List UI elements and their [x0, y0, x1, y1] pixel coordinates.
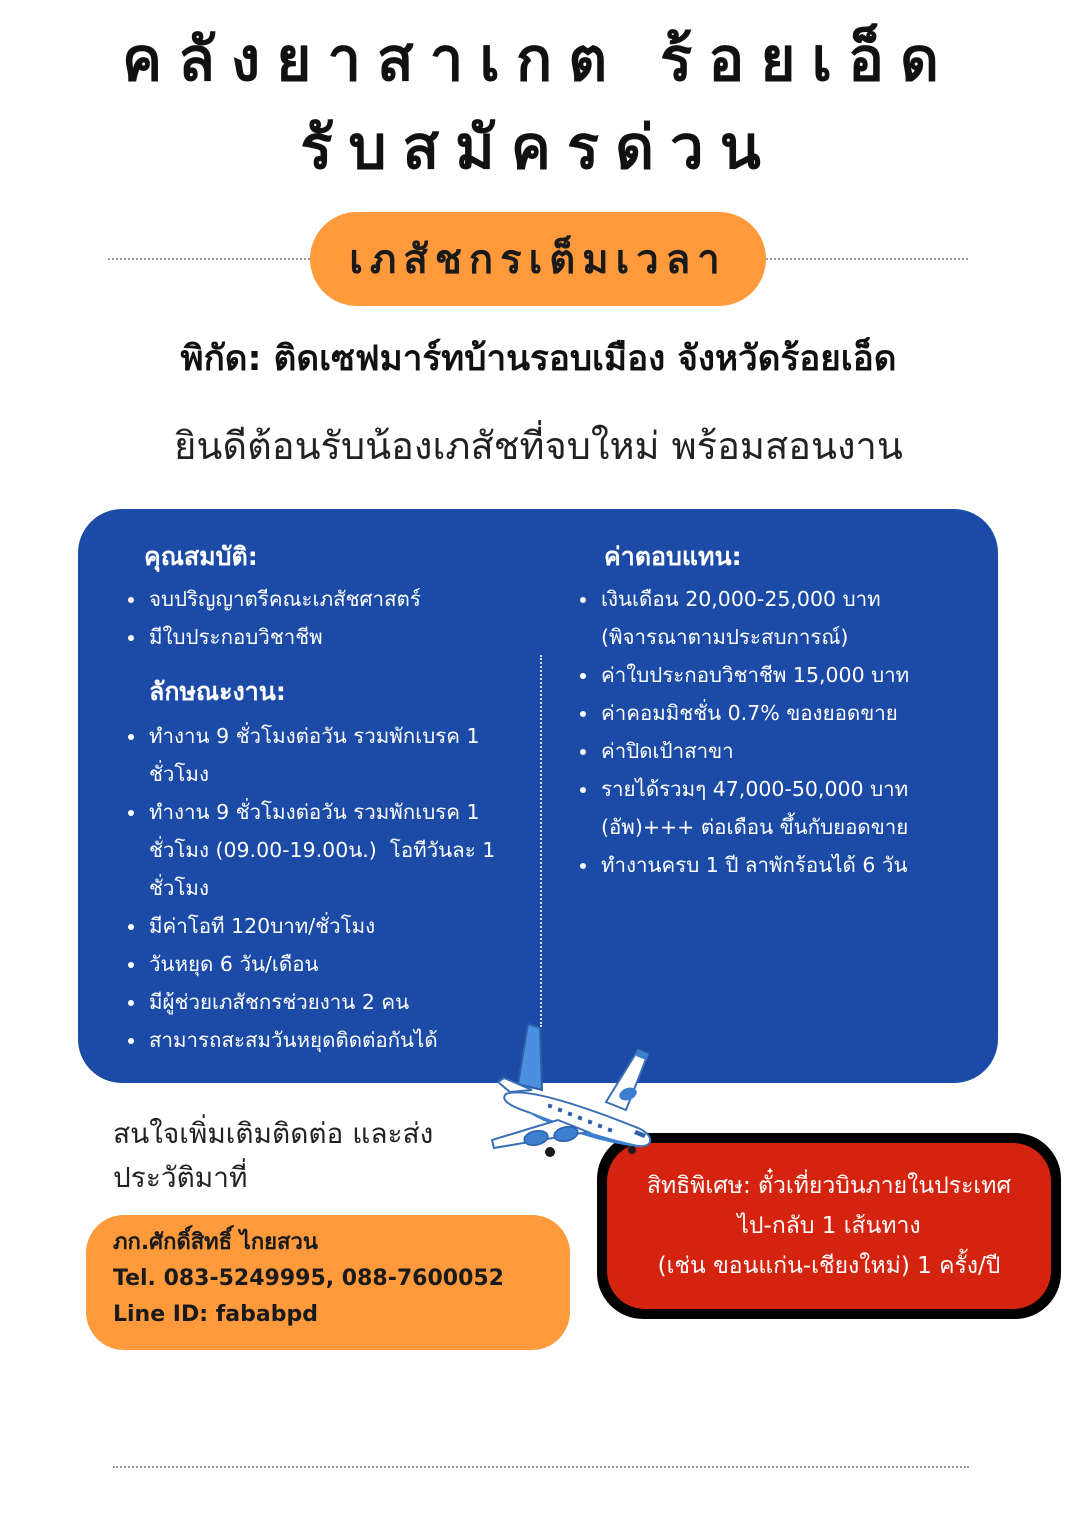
list-item: มีใบประกอบวิชาชีพ: [128, 618, 528, 656]
position-badge: เภสัชกรเต็มเวลา: [310, 212, 766, 306]
divider-right: [762, 258, 968, 260]
list-item: วันหยุด 6 วัน/เดือน: [128, 945, 528, 983]
list-item: ค่าปิดเป้าสาขา: [580, 732, 975, 770]
list-item: มีผู้ช่วยเภสัชกรช่วยงาน 2 คน: [128, 983, 528, 1021]
job-description-list: [128, 717, 528, 1059]
perk-line-1: สิทธิพิเศษ: ตั๋วเที่ยวบินภายในประเทศ: [646, 1173, 1012, 1199]
airplane-icon: [488, 1020, 658, 1160]
list-item: ค่าคอมมิชชั่น 0.7% ของยอดขาย: [580, 694, 975, 732]
job-description-heading: ลักษณะงาน:: [149, 677, 286, 706]
contact-phone: Tel. 083-5249995, 088-7600052: [113, 1266, 504, 1291]
divider-left: [108, 258, 314, 260]
divider-bottom: [113, 1466, 969, 1468]
contact-line-id: Line ID: fababpd: [113, 1302, 318, 1327]
perk-box: [597, 1133, 1061, 1319]
contact-prompt-text: สนใจเพิ่มเติมติดต่อ และส่งประวัติมาที่: [113, 1117, 434, 1194]
list-item: มีค่าโอที 120บาท/ชั่วโมง: [128, 907, 528, 945]
qualifications-list: [128, 580, 528, 656]
list-item: เงินเดือน 20,000-25,000 บาท (พิจารณาตามประสบการณ์): [580, 580, 975, 656]
list-item: รายได้รวมๆ 47,000-50,000 บาท (อัพ)+++ ต่อเดือน ขึ้นกับยอดขาย: [580, 770, 975, 846]
panel-column-divider: [540, 655, 542, 1027]
list-item: ทำงานครบ 1 ปี ลาพักร้อนได้ 6 วัน: [580, 846, 975, 884]
list-item: สามารถสะสมวันหยุดติดต่อกันได้: [128, 1021, 528, 1059]
location-text: พิกัด: ติดเซฟมาร์ทบ้านรอบเมือง จังหวัดร้อยเอ็ด: [180, 339, 897, 379]
list-item: จบปริญญาตรีคณะเภสัชศาสตร์: [128, 580, 528, 618]
contact-name: ภก.ศักดิ์สิทธิ์ ไกยสวน: [113, 1230, 318, 1255]
perk-line-3: (เช่น ขอนแก่น-เชียงใหม่) 1 ครั้ง/ปี: [657, 1253, 1001, 1279]
list-item: ค่าใบประกอบวิชาชีพ 15,000 บาท: [580, 656, 975, 694]
compensation-heading: ค่าตอบแทน:: [604, 542, 742, 571]
perk-line-2: ไป-กลับ 1 เส้นทาง: [737, 1213, 921, 1239]
welcome-text: ยินดีต้อนรับน้องเภสัชที่จบใหม่ พร้อมสอนงาน: [174, 424, 903, 468]
title-line-2: รับสมัครด่วน: [300, 113, 777, 183]
list-item: ทำงาน 9 ชั่วโมงต่อวัน รวมพักเบรค 1 ชั่วโมง: [128, 717, 528, 793]
compensation-list: [580, 580, 975, 884]
list-item: ทำงาน 9 ชั่วโมงต่อวัน รวมพักเบรค 1 ชั่วโมง (09.00-19.00น.) โอทีวันละ 1 ชั่วโมง: [128, 793, 528, 907]
contact-box: [86, 1215, 570, 1350]
perk-content: [607, 1143, 1051, 1309]
title-line-1: คลังยาสาเกต ร้อยเอ็ด: [122, 25, 955, 95]
qualifications-heading: คุณสมบัติ:: [144, 542, 258, 571]
